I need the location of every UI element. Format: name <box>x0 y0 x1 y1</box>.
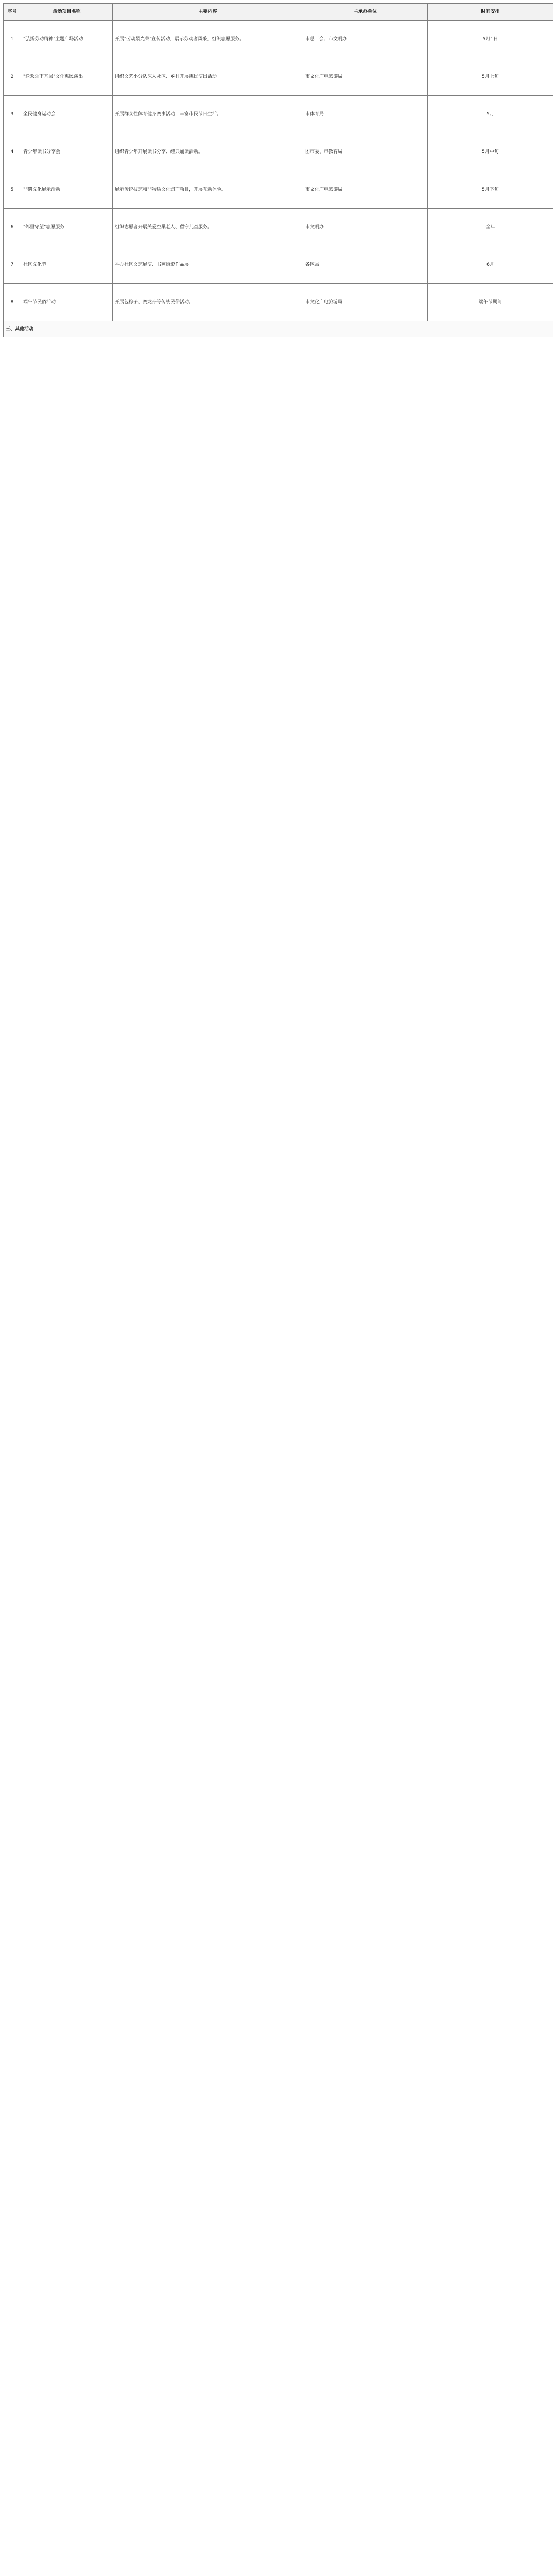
row-organizer: 市文化广电旅游局 <box>303 284 428 321</box>
row-activity-name: 非遗文化展示活动 <box>21 171 113 209</box>
row-organizer: 市文化广电旅游局 <box>303 58 428 96</box>
row-main-content: 展示传统技艺和非物质文化遗产项目，开展互动体验。 <box>113 171 303 209</box>
row-number: 7 <box>4 246 21 284</box>
row-number: 2 <box>4 58 21 96</box>
row-main-content: 组织青少年开展读书分享、经典诵读活动。 <box>113 133 303 171</box>
activity-schedule-document <box>3 3 553 337</box>
row-organizer: 市文化广电旅游局 <box>303 171 428 209</box>
table-row <box>4 209 553 246</box>
row-organizer: 市体育局 <box>303 96 428 133</box>
table-row <box>4 58 553 96</box>
table-row <box>4 96 553 133</box>
table-row <box>4 246 553 284</box>
row-activity-name: 端午节民俗活动 <box>21 284 113 321</box>
row-schedule: 6月 <box>428 246 553 284</box>
row-schedule: 5月 <box>428 96 553 133</box>
table-row <box>4 171 553 209</box>
table-body <box>4 21 553 337</box>
row-activity-name: "弘扬劳动精神"主题广场活动 <box>21 21 113 58</box>
row-number: 6 <box>4 209 21 246</box>
header-schedule: 时间安排 <box>428 4 553 21</box>
header-number: 序号 <box>4 4 21 21</box>
row-number: 1 <box>4 21 21 58</box>
table-row <box>4 284 553 321</box>
row-activity-name: 青少年读书分享会 <box>21 133 113 171</box>
header-organizer: 主承办单位 <box>303 4 428 21</box>
row-main-content: 举办社区文艺展演、书画摄影作品展。 <box>113 246 303 284</box>
table-header-row <box>4 4 553 21</box>
row-activity-name: 社区文化节 <box>21 246 113 284</box>
header-main-content: 主要内容 <box>113 4 303 21</box>
row-main-content: 组织志愿者开展关爱空巢老人、留守儿童服务。 <box>113 209 303 246</box>
row-number: 4 <box>4 133 21 171</box>
section-header-row <box>4 321 553 337</box>
section-title: 三、其他活动 <box>4 321 553 337</box>
row-schedule: 5月中旬 <box>428 133 553 171</box>
row-main-content: 开展群众性体育健身赛事活动，丰富市民节日生活。 <box>113 96 303 133</box>
row-organizer: 市文明办 <box>303 209 428 246</box>
row-schedule: 端午节期间 <box>428 284 553 321</box>
table-row <box>4 21 553 58</box>
row-schedule: 5月下旬 <box>428 171 553 209</box>
row-organizer: 各区县 <box>303 246 428 284</box>
row-schedule: 5月上旬 <box>428 58 553 96</box>
row-activity-name: "送欢乐下基层"文化惠民演出 <box>21 58 113 96</box>
table-row <box>4 133 553 171</box>
row-activity-name: "邻里守望"志愿服务 <box>21 209 113 246</box>
row-main-content: 开展包粽子、赛龙舟等传统民俗活动。 <box>113 284 303 321</box>
row-number: 3 <box>4 96 21 133</box>
header-activity-name: 活动项目名称 <box>21 4 113 21</box>
row-main-content: 开展"劳动最光荣"宣传活动，展示劳动者风采，组织志愿服务。 <box>113 21 303 58</box>
row-organizer: 团市委、市教育局 <box>303 133 428 171</box>
row-schedule: 全年 <box>428 209 553 246</box>
row-activity-name: 全民健身运动会 <box>21 96 113 133</box>
row-schedule: 5月1日 <box>428 21 553 58</box>
activity-schedule-table <box>3 3 553 337</box>
row-number: 8 <box>4 284 21 321</box>
row-main-content: 组织文艺小分队深入社区、乡村开展惠民演出活动。 <box>113 58 303 96</box>
row-organizer: 市总工会、市文明办 <box>303 21 428 58</box>
row-number: 5 <box>4 171 21 209</box>
